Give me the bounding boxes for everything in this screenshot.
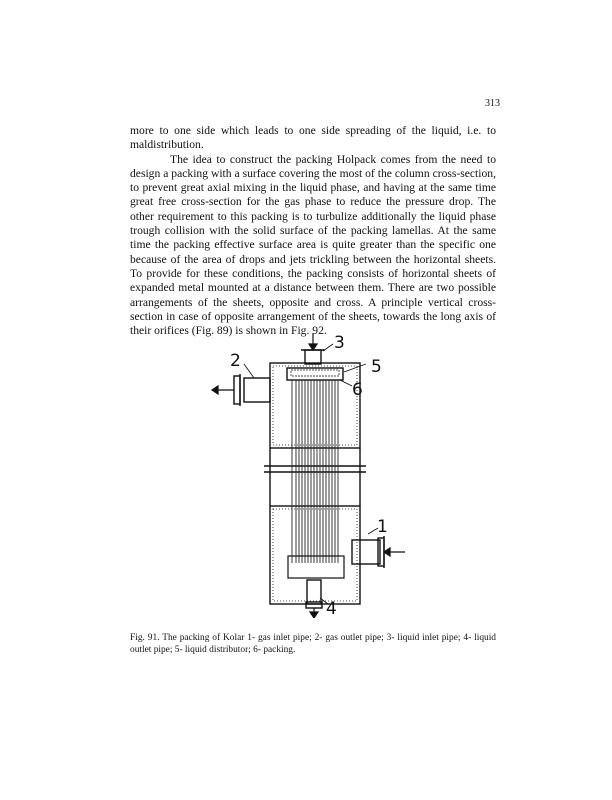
callout-2: 2 [230, 351, 241, 371]
column-figure [200, 328, 420, 618]
body-text [130, 124, 496, 338]
figure-caption: Fig. 91. The packing of Kolar 1- gas inlet pipe; 2- gas outlet pipe; 3- liquid inlet pipe; 4- liquid outlet pipe; 5- liquid distributor; 6- packing. [130, 633, 496, 655]
lower-shell [270, 506, 360, 604]
upper-shell-insulation [273, 366, 357, 445]
callout-1: 1 [377, 517, 388, 537]
liquid-outlet-pipe [307, 580, 321, 604]
callout-4: 4 [326, 599, 337, 618]
callout-6: 6 [352, 380, 363, 400]
callout-3: 3 [334, 333, 345, 353]
column-diagram [200, 328, 420, 618]
paragraph-2: The idea to construct the packing Holpack comes from the need to design a packing with a surface covering the most of the column cross-section, to prevent great axial mixing in the liquid phase, and having at the same time great free cross-section for the gas phase to reduce the pressure drop. The other requirement to this packing is to turbulize additionally the liquid phase trough collision with the solid surface of the packing lamellas. At the same time the packing effective surface area is quite greater than the specific one because of the area of drops and jets trickling between the horizontal sheets. To provide for these conditions, the packing consists of horizontal sheets of expanded metal mounted at a distance between them. There are two possible arrangements of the sheets, opposite and cross. A principle vertical cross-section in case of opposite arrangement of the sheets, towards the long axis of their orifices (Fig. 89) is shown in Fig. 92. [130, 152, 496, 338]
paragraph-1: more to one side which leads to one side spreading of the liquid, i.e. to maldistribution. [130, 124, 496, 152]
liquid-inlet-pipe [305, 350, 321, 364]
page-number: 313 [485, 98, 500, 109]
gas-inlet-pipe [352, 540, 380, 564]
callout-5: 5 [371, 357, 382, 377]
gas-outlet-pipe [244, 378, 270, 402]
